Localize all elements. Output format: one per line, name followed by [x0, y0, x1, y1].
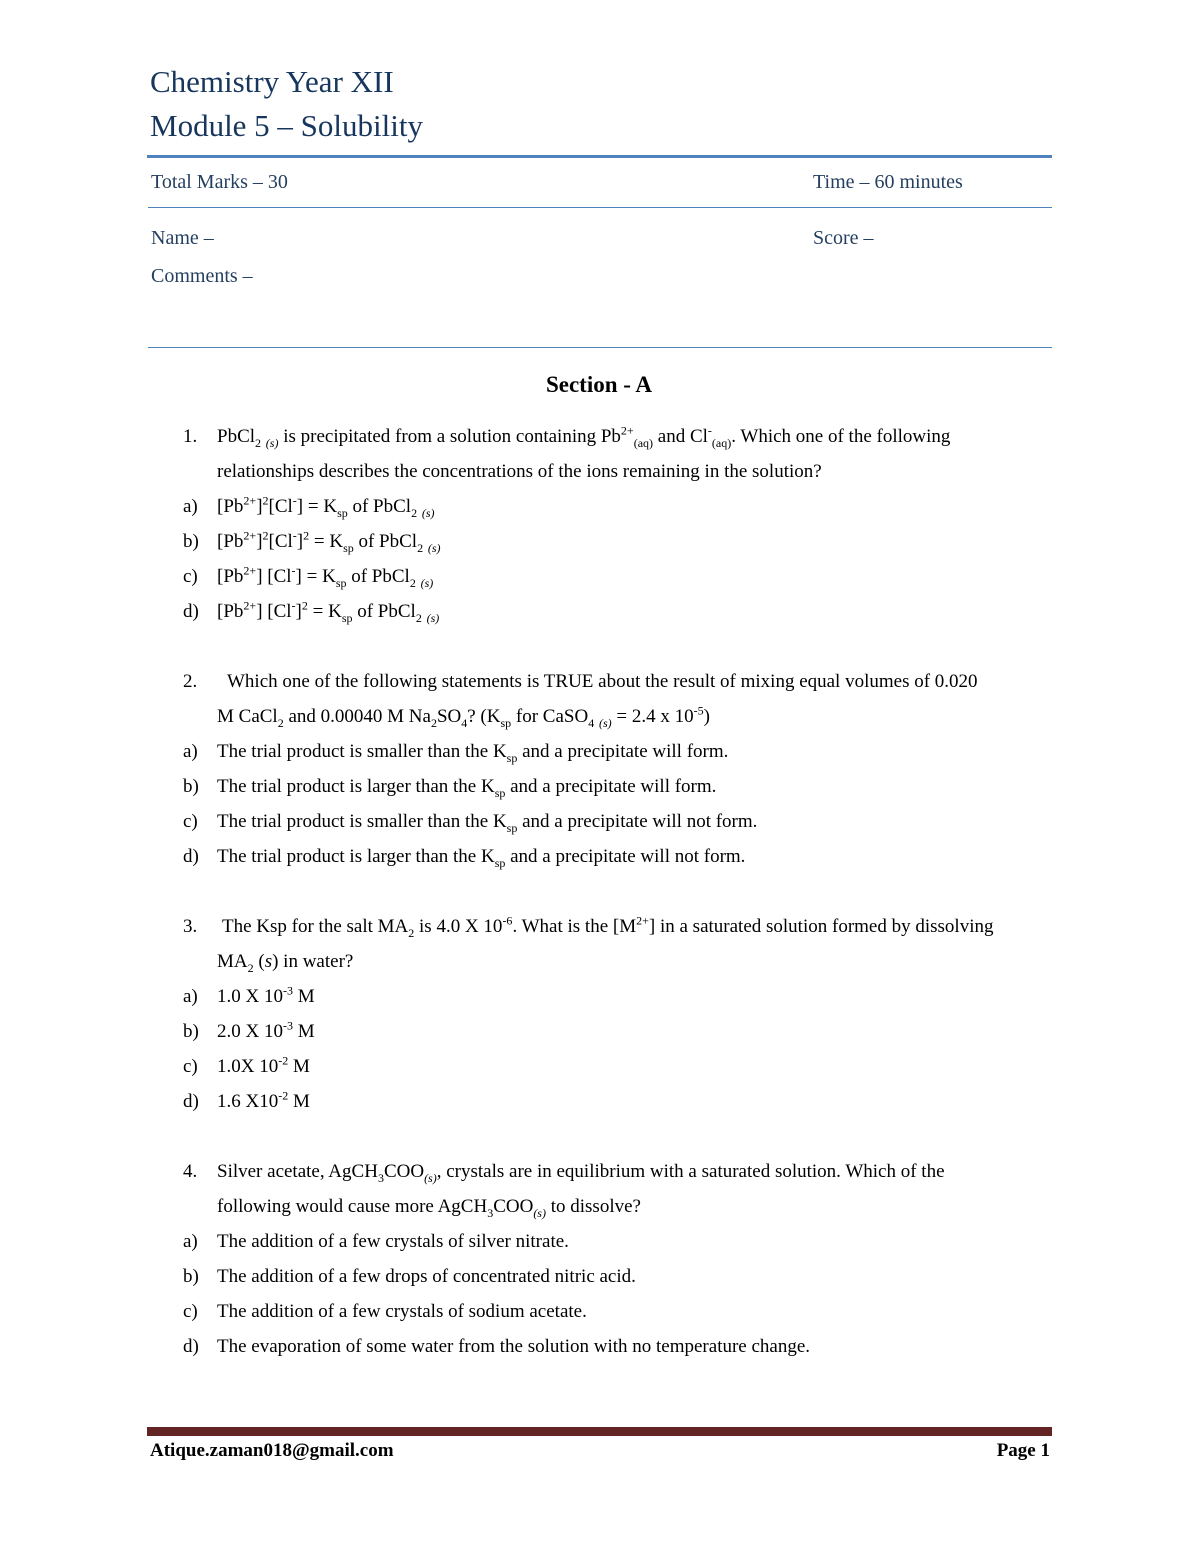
option-letter: d) [183, 1091, 199, 1112]
question-number: 4. [183, 1161, 198, 1182]
question-number: 2. [183, 671, 198, 692]
comments-divider [148, 347, 1052, 348]
page-number: Page 1 [996, 1440, 1050, 1461]
option-text: 2.0 X $10^{-3}$ M [217, 1018, 315, 1042]
option-letter: a) [183, 986, 198, 1007]
option-letter: d) [183, 846, 199, 867]
footer-email: Atique.zaman018@gmail.com [150, 1440, 394, 1461]
option-text: 1.0X $10^{-2}$ M [217, 1053, 310, 1077]
option-text: 1.0 X $10^{-3}$ M [217, 983, 315, 1007]
header-divider [147, 155, 1052, 158]
footer-divider [147, 1427, 1052, 1436]
question-text: PbCl$_2$ $_{(s)}$ is precipitated from a solution containing $Pb^{2+}_{(aq)}$ and $Cl^-_{(aq)}$. Which one of the following [217, 423, 951, 450]
option-text: The addition of a few drops of concentrated nitric acid. [217, 1266, 636, 1287]
comments-field-label: Comments – [151, 265, 253, 287]
option-text: $[Pb^{2+}]^2[Cl^-] = K_{sp}$ of PbCl$_2$ $_{(s)}$ [217, 493, 435, 520]
option-letter: b) [183, 1266, 199, 1287]
meta-divider [148, 207, 1052, 208]
option-text: The addition of a few crystals of silver nitrate. [217, 1231, 569, 1252]
name-field-label: Name – [151, 227, 214, 249]
option-letter: d) [183, 601, 199, 622]
section-title: Section - A [545, 372, 653, 397]
option-letter: d) [183, 1336, 199, 1357]
option-text: The trial product is larger than the $K_{sp}$ and a precipitate will not form. [217, 846, 746, 870]
document-title: Chemistry Year XII [150, 64, 394, 99]
option-letter: a) [183, 741, 198, 762]
option-text: The trial product is smaller than the $K_{sp}$ and a precipitate will not form. [217, 811, 758, 835]
question-text: Which one of the following statements is TRUE about the result of mixing equal volumes of 0.020 [227, 671, 978, 692]
question-number: 1. [183, 426, 198, 447]
option-letter: c) [183, 811, 198, 832]
question-text: M CaCl$_2$ and 0.00040 M $Na_2SO_4$? ($K_{sp}$ for CaSO$_4$ $_{(s)}$ = 2.4 x $10^{-5}$) [217, 703, 710, 730]
option-text: $[Pb^{2+}]^2[Cl^-]^2 = K_{sp}$ of PbCl$_2$ $_{(s)}$ [217, 528, 441, 555]
question-number: 3. [183, 916, 198, 937]
document-subtitle: Module 5 – Solubility [150, 108, 423, 143]
option-letter: c) [183, 1056, 198, 1077]
option-letter: a) [183, 1231, 198, 1252]
option-text: The trial product is smaller than the $K_{sp}$ and a precipitate will form. [217, 741, 729, 765]
question-text: relationships describes the concentrations of the ions remaining in the solution? [217, 461, 822, 482]
question-text: Silver acetate, $AgCH_3COO_{(s)}$, crystals are in equilibrium with a saturated solution. Which of the [217, 1161, 945, 1185]
option-text: The addition of a few crystals of sodium acetate. [217, 1301, 587, 1322]
option-letter: c) [183, 1301, 198, 1322]
option-text: $[Pb^{2+}] [Cl^-] = K_{sp}$ of PbCl$_2$ $_{(s)}$ [217, 563, 434, 590]
total-marks: Total Marks – 30 [151, 171, 288, 193]
option-letter: a) [183, 496, 198, 517]
question-text: The Ksp for the salt $MA_2$ is 4.0 X $10^{-6}$. What is the $[M^{2+}]$ in a saturated solution formed by dissolving [222, 913, 994, 940]
option-letter: b) [183, 776, 199, 797]
option-text: $[Pb^{2+}] [Cl^-]^2 = K_{sp}$ of PbCl$_2$ $_{(s)}$ [217, 598, 440, 625]
question-text: $MA_2$ (s) in water? [217, 951, 354, 975]
score-field-label: Score – [813, 227, 874, 249]
option-text: The trial product is larger than the $K_{sp}$ and a precipitate will form. [217, 776, 717, 800]
option-letter: b) [183, 1021, 199, 1042]
time-limit: Time – 60 minutes [813, 171, 963, 193]
option-letter: c) [183, 566, 198, 587]
option-text: The evaporation of some water from the solution with no temperature change. [217, 1336, 811, 1357]
question-text: following would cause more $AgCH_3COO_{(s)}$ to dissolve? [217, 1196, 641, 1220]
option-letter: b) [183, 531, 199, 552]
option-text: 1.6 $X10^{-2}$ M [217, 1088, 310, 1112]
